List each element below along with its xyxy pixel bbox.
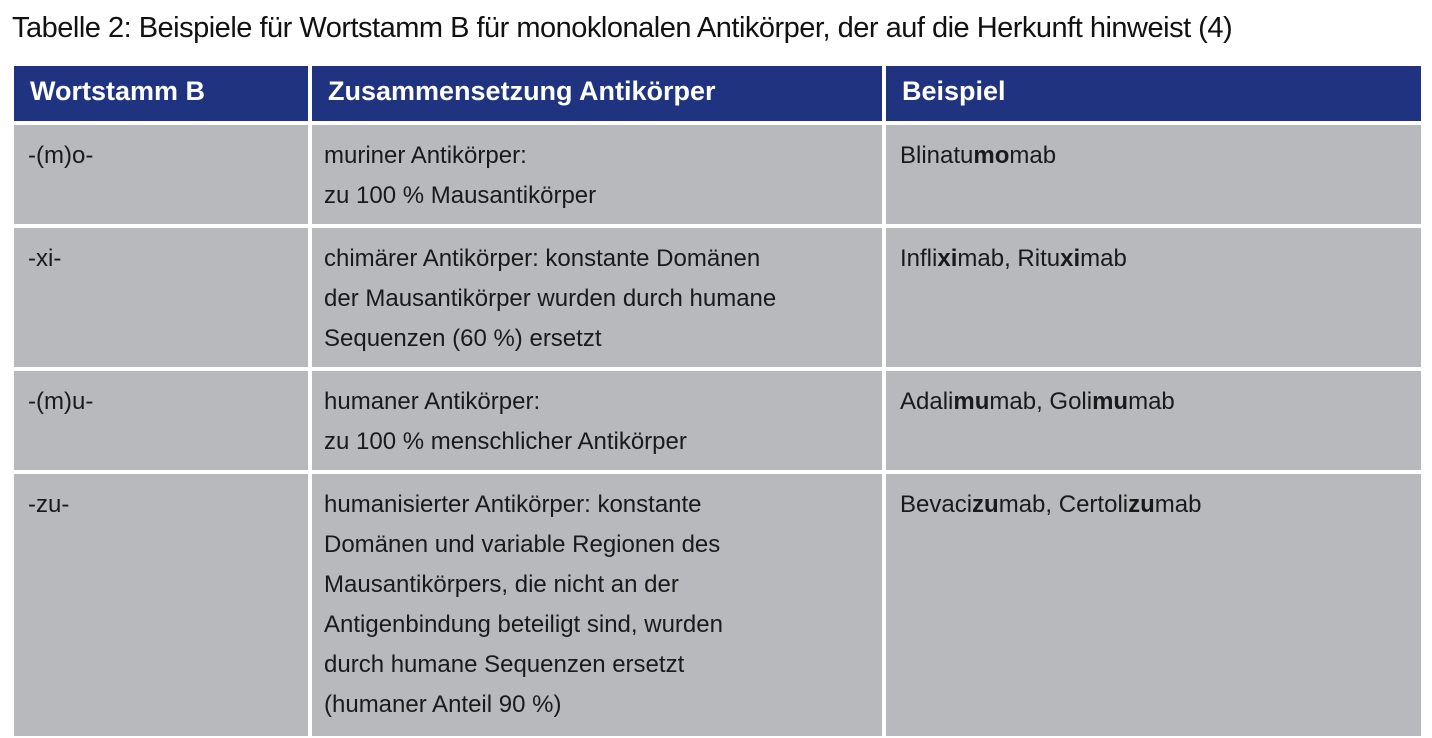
composition-line: humanisierter Antikörper: konstante bbox=[324, 491, 702, 518]
composition-line: muriner Antikörper: bbox=[324, 142, 527, 169]
example-stem: mo bbox=[973, 142, 1010, 169]
example-stem: mu bbox=[1092, 388, 1129, 415]
composition-line: humaner Antikörper: bbox=[324, 388, 541, 415]
composition-line: (humaner Anteil 90 %) bbox=[324, 691, 562, 718]
example-cell bbox=[882, 125, 1421, 228]
composition-cell bbox=[308, 228, 882, 371]
example-prefix: Ritu bbox=[1017, 245, 1061, 272]
stem-cell: -(m)o- bbox=[14, 125, 308, 228]
example-prefix: Certoli bbox=[1058, 491, 1129, 518]
composition-line: Domänen und variable Regionen des bbox=[324, 531, 721, 558]
example-suffix: mab bbox=[1128, 388, 1175, 415]
header-beispiel: Beispiel bbox=[882, 66, 1421, 125]
example-stem: zu bbox=[1128, 491, 1155, 518]
example-prefix: Adali bbox=[900, 388, 954, 415]
composition-line: zu 100 % menschlicher Antikörper bbox=[324, 428, 687, 455]
example-suffix: mab bbox=[1154, 491, 1202, 518]
composition-line: Sequenzen (60 %) ersetzt bbox=[324, 325, 602, 352]
stem-cell: -(m)u- bbox=[14, 371, 308, 474]
example-suffix: mab bbox=[1080, 245, 1127, 272]
stem-cell: -zu- bbox=[14, 474, 308, 736]
example-cell bbox=[882, 228, 1421, 371]
composition-line: der Mausantikörper wurden durch humane bbox=[324, 285, 777, 312]
example-stem: xi bbox=[1060, 245, 1081, 272]
example-stem: zu bbox=[972, 491, 999, 518]
example-suffix: mab, bbox=[957, 245, 1018, 272]
composition-cell bbox=[308, 371, 882, 474]
example-prefix: Bevaci bbox=[900, 491, 973, 518]
example-cell bbox=[882, 474, 1421, 736]
stem-cell: -xi- bbox=[14, 228, 308, 371]
header-wortstamm: Wortstamm B bbox=[14, 66, 308, 125]
composition-cell bbox=[308, 474, 882, 736]
composition-line: Antigenbindung beteiligt sind, wurden bbox=[324, 611, 723, 638]
table-header-row bbox=[14, 66, 1421, 125]
antibody-stem-table bbox=[14, 66, 1421, 736]
header-zusammensetzung: Zusammensetzung Antikörper bbox=[308, 66, 882, 125]
example-prefix: Goli bbox=[1049, 388, 1093, 415]
example-prefix: Blinatu bbox=[900, 142, 974, 169]
composition-line: zu 100 % Mausantikörper bbox=[324, 182, 597, 209]
table-row bbox=[14, 474, 1421, 736]
table-row bbox=[14, 228, 1421, 371]
table-caption: Tabelle 2: Beispiele für Wortstamm B für monoklonalen Antikörper, der auf die Herkunft hinweist (4) bbox=[12, 12, 1233, 44]
composition-line: chimärer Antikörper: konstante Domänen bbox=[324, 245, 761, 272]
composition-cell bbox=[308, 125, 882, 228]
example-suffix: mab, bbox=[989, 388, 1050, 415]
example-prefix: Infli bbox=[900, 245, 938, 272]
composition-line: Mausantikörpers, die nicht an der bbox=[324, 571, 679, 598]
table-row bbox=[14, 371, 1421, 474]
composition-line: durch humane Sequenzen ersetzt bbox=[324, 651, 685, 678]
example-cell bbox=[882, 371, 1421, 474]
example-suffix: mab bbox=[1009, 142, 1057, 169]
example-stem: xi bbox=[937, 245, 958, 272]
example-stem: mu bbox=[953, 388, 990, 415]
example-suffix: mab, bbox=[998, 491, 1059, 518]
table-row bbox=[14, 125, 1421, 228]
